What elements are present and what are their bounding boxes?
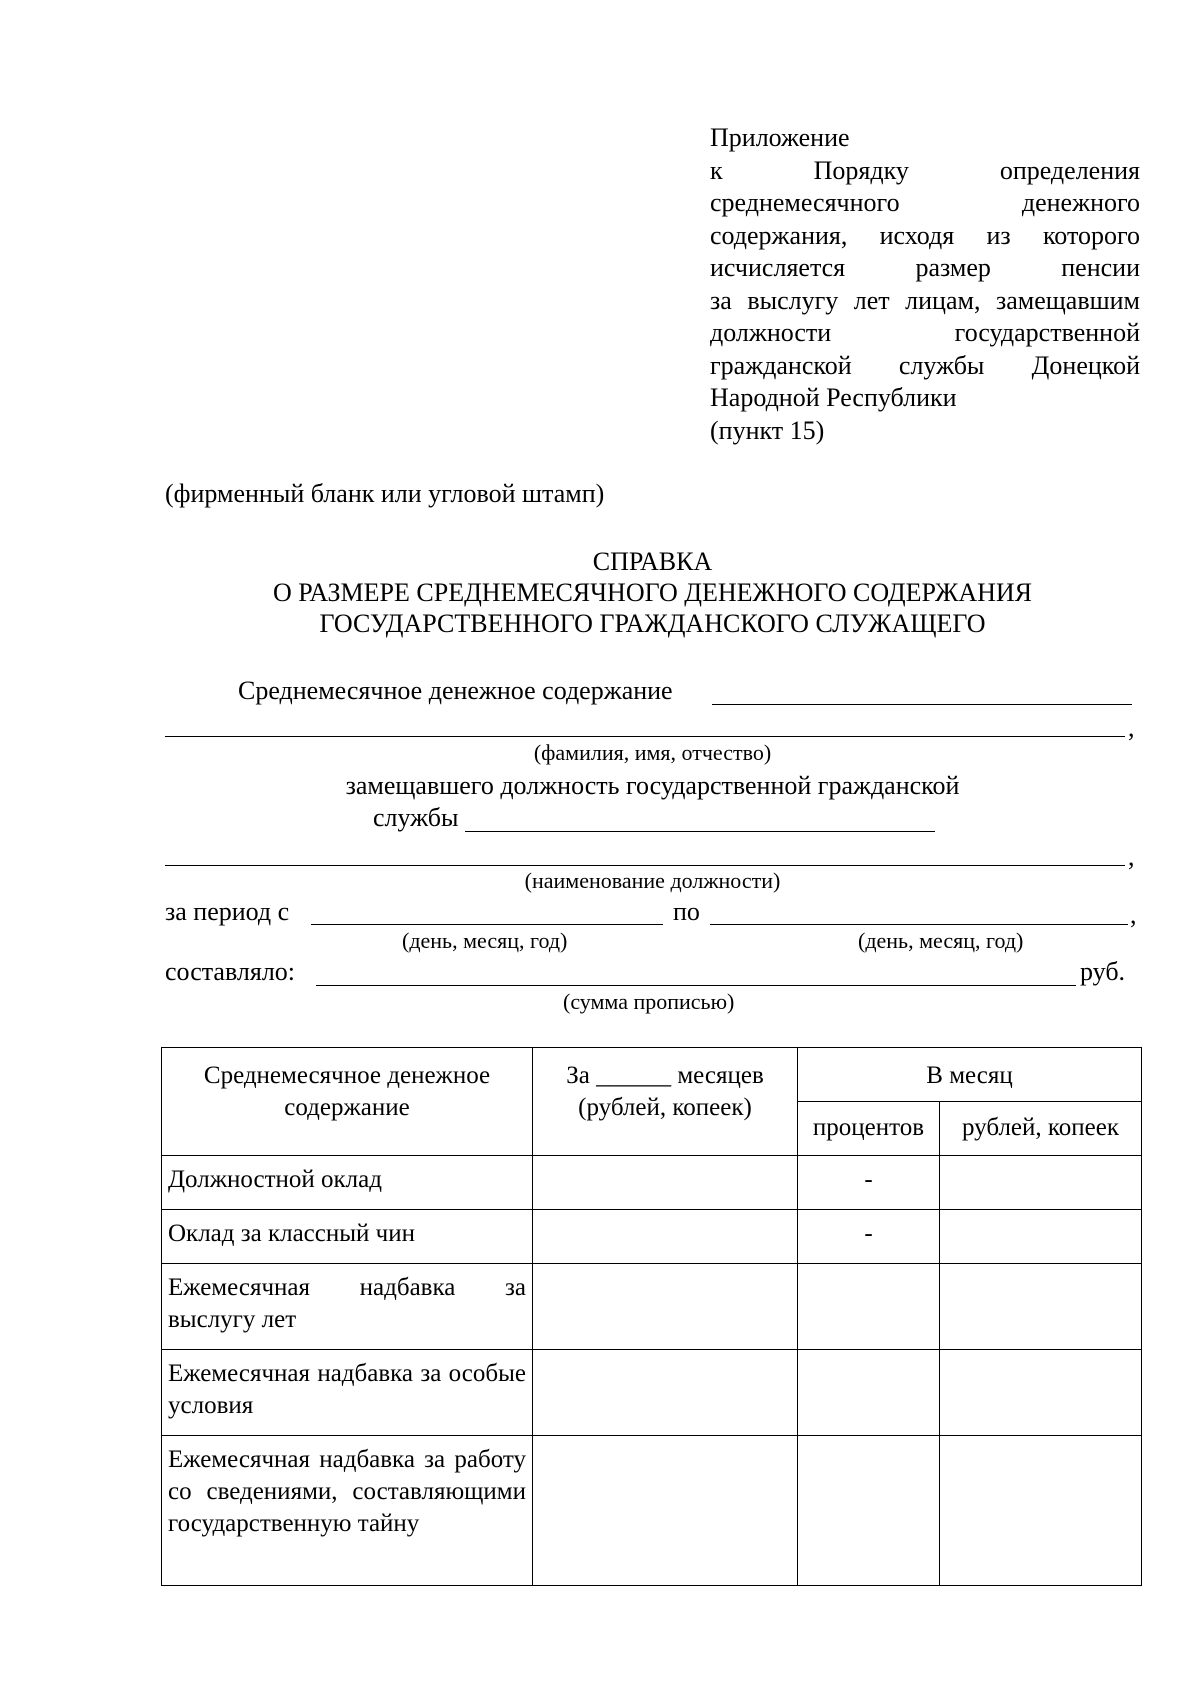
row-label: Ежемесячная надбавка за выслугу лет (162, 1264, 533, 1350)
row-label: Оклад за классный чин (162, 1210, 533, 1264)
row-label: Должностной оклад (162, 1156, 533, 1210)
header-months-count: За ______ месяцев (566, 1062, 764, 1089)
appendix-line: исчисляется размер пенсии (710, 253, 1140, 282)
period-to-label: по (673, 897, 700, 926)
avg-pay-blank[interactable] (712, 704, 1132, 705)
position-name-blank[interactable] (165, 865, 1125, 866)
cell-months[interactable] (533, 1156, 798, 1210)
header-months-unit: (рублей, копеек) (578, 1094, 752, 1121)
doc-subtitle-1: О РАЗМЕРЕ СРЕДНЕМЕСЯЧНОГО ДЕНЕЖНОГО СОДЕРЖАНИЯ (272, 578, 1032, 607)
appendix-line: Народной Республики (710, 383, 957, 412)
appendix-line: содержания, исходя из которого (710, 220, 1140, 250)
period-from-label: за период с (165, 897, 290, 926)
date-to-caption: (день, месяц, год) (858, 928, 1024, 953)
row-label: Ежемесячная надбавка за особые условия (162, 1350, 533, 1436)
amount-blank[interactable] (316, 985, 1076, 986)
cell-rub[interactable] (940, 1350, 1142, 1436)
comma: , (1128, 842, 1135, 871)
date-from-caption: (день, месяц, год) (402, 928, 568, 953)
table-row (162, 1210, 1142, 1264)
amount-caption: (сумма прописью) (563, 989, 735, 1014)
appendix-line: Приложение (710, 123, 850, 152)
header-rub-kop: рублей, копеек (940, 1102, 1142, 1156)
position-caption: (наименование должности) (524, 868, 781, 893)
table-row (162, 1350, 1142, 1436)
cell-months[interactable] (533, 1210, 798, 1264)
cell-months[interactable] (533, 1436, 798, 1586)
cell-percent[interactable]: - (798, 1210, 940, 1264)
doc-title: СПРАВКА (592, 547, 713, 576)
cell-percent[interactable]: - (798, 1156, 940, 1210)
header-avg-pay: Среднемесячное денежное содержание (162, 1048, 533, 1156)
rub-label: руб. (1080, 957, 1126, 986)
cell-rub[interactable] (940, 1156, 1142, 1210)
cell-rub[interactable] (940, 1210, 1142, 1264)
service-label: службы (373, 803, 459, 832)
letterhead-note: (фирменный бланк или угловой штамп) (165, 479, 605, 508)
appendix-line: к Порядку определения (710, 155, 1140, 185)
comma: , (1128, 713, 1135, 742)
appendix-line: (пункт 15) (710, 415, 825, 445)
cell-percent[interactable] (798, 1264, 940, 1350)
table-row (162, 1264, 1142, 1350)
comma: , (1130, 900, 1137, 929)
cell-months[interactable] (533, 1264, 798, 1350)
cell-percent[interactable] (798, 1350, 940, 1436)
doc-subtitle-2: ГОСУДАРСТВЕННОГО ГРАЖДАНСКОГО СЛУЖАЩЕГО (319, 609, 986, 638)
amount-label: составляло: (165, 957, 296, 986)
appendix-line: среднемесячного денежного (710, 188, 1140, 217)
header-percent: процентов (798, 1102, 940, 1156)
row-label: Ежемесячная надбавка за работу со сведениями, составляющими государственную тайну (162, 1436, 533, 1586)
pay-table (161, 1047, 1142, 1586)
header-months (533, 1048, 798, 1156)
table-row (162, 1156, 1142, 1210)
date-to-blank[interactable] (710, 924, 1128, 925)
fio-blank[interactable] (165, 736, 1125, 737)
cell-rub[interactable] (940, 1264, 1142, 1350)
fio-caption: (фамилия, имя, отчество) (533, 740, 772, 765)
appendix-line: за выслугу лет лицам, замещавшим (710, 285, 1140, 315)
cell-months[interactable] (533, 1350, 798, 1436)
header-per-month: В месяц (798, 1048, 1142, 1102)
date-from-blank[interactable] (311, 924, 663, 925)
cell-percent[interactable] (798, 1436, 940, 1586)
table-row (162, 1436, 1142, 1586)
cell-rub[interactable] (940, 1436, 1142, 1586)
appendix-block (710, 122, 1140, 447)
position-line: замещавшего должность государственной гражданской (345, 771, 960, 800)
appendix-line: должности государственной (710, 318, 1140, 347)
avg-pay-label: Среднемесячное денежное содержание (238, 676, 673, 705)
appendix-line: гражданской службы Донецкой (710, 350, 1140, 380)
service-blank[interactable] (465, 831, 935, 832)
